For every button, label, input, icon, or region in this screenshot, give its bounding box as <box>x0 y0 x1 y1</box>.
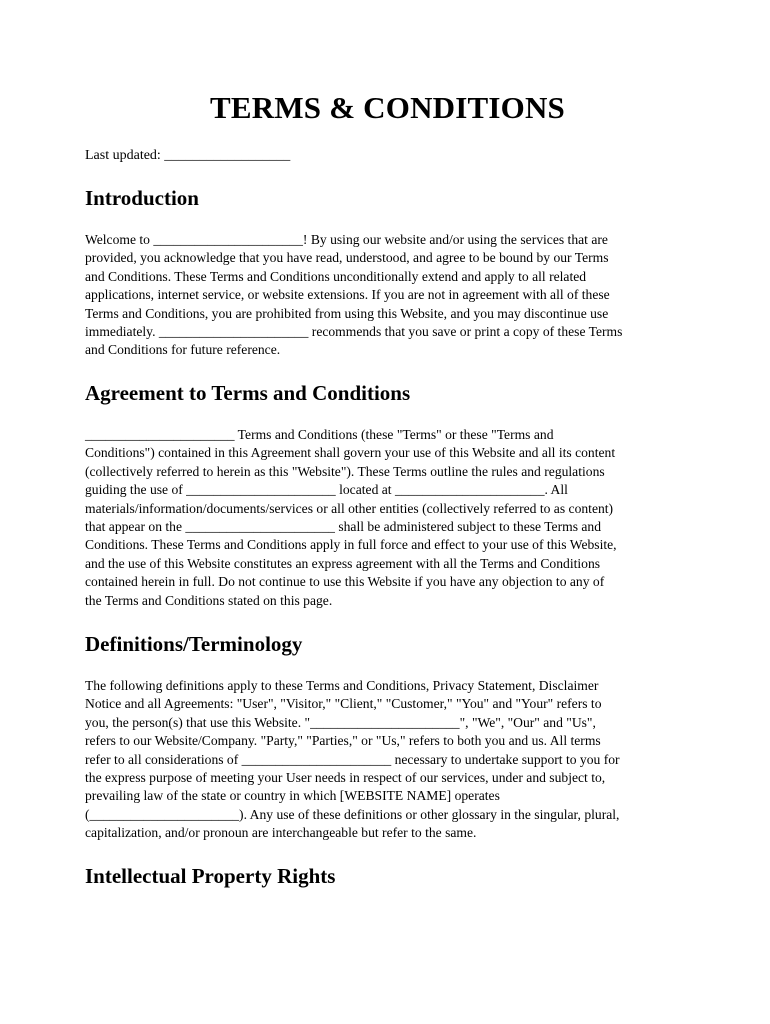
text-line: The following definitions apply to these Terms and Conditions, Privacy Statement, Disclaimer <box>85 678 599 693</box>
text-line: provided, you acknowledge that you have read, understood, and agree to be bound by our Terms <box>85 250 609 266</box>
text-line: Conditions. These Terms and Conditions apply in full force and effect to your use of this Website, <box>85 537 617 553</box>
section-body-agreement <box>85 426 690 610</box>
text-line: (______________________). Any use of these definitions or other glossary in the singular, plural, <box>85 806 620 822</box>
text-line: materials/information/documents/services or all other entities (collectively referred to as content) <box>85 500 614 516</box>
text-line: and Conditions for future reference. <box>85 342 281 358</box>
section-heading-definitions: Definitions/Terminology <box>85 632 303 656</box>
text-line: refer to all considerations of ______________________ necessary to undertake support to you for <box>85 751 620 767</box>
text-line: prevailing law of the state or country in which [WEBSITE NAME] operates <box>85 788 500 804</box>
text-line: refers to our Website/Company. "Party," "Parties," or "Us," refers to both you and us. All terms <box>85 733 601 749</box>
text-line: ______________________ Terms and Conditions (these "Terms" or these "Terms and <box>85 427 554 442</box>
text-line: you, the person(s) that use this Website. "______________________", "We", "Our" and "Us", <box>85 714 596 730</box>
text-line: immediately. ______________________ recommends that you save or print a copy of these Terms <box>85 324 623 340</box>
page-title: TERMS & CONDITIONS <box>210 90 565 125</box>
text-line: (collectively referred to herein as this "Website"). These Terms outline the rules and regulations <box>85 463 605 479</box>
section-body-introduction <box>85 231 690 360</box>
text-line: Conditions") contained in this Agreement shall govern your use of this Website and all its content <box>85 445 616 461</box>
section-heading-agreement: Agreement to Terms and Conditions <box>85 381 411 405</box>
text-line: applications, internet service, or website extensions. If you are not in agreement with all of these <box>85 287 610 303</box>
text-line: and the use of this Website constitutes an express agreement with all the Terms and Conditions <box>85 555 601 571</box>
text-line: and Conditions. These Terms and Conditions unconditionally extend and apply to all related <box>85 268 587 284</box>
section-heading-introduction: Introduction <box>85 186 199 210</box>
section-heading-intellectual-property: Intellectual Property Rights <box>85 864 336 888</box>
text-line: contained herein in full. Do not continue to use this Website if you have any objection to any of <box>85 574 605 590</box>
text-line: that appear on the ______________________ shall be administered subject to these Terms and <box>85 519 602 535</box>
text-line: guiding the use of ______________________ located at ______________________. All <box>85 482 568 498</box>
text-line: Notice and all Agreements: "User", "Visitor," "Client," "Customer," "You" and "Your" refers to <box>85 696 602 712</box>
last-updated-line: Last updated: __________________ <box>85 148 291 163</box>
text-line: the express purpose of meeting your User needs in respect of our services, under and subject to, <box>85 770 606 786</box>
section-body-definitions <box>85 677 690 843</box>
text-line: the Terms and Conditions stated on this page. <box>85 592 333 608</box>
text-line: capitalization, and/or pronoun are interchangeable but refer to the same. <box>85 825 477 841</box>
text-line: Welcome to ______________________! By using our website and/or using the services that are <box>85 232 608 247</box>
text-line: Terms and Conditions, you are prohibited from using this Website, and you may discontinue use <box>85 305 609 321</box>
